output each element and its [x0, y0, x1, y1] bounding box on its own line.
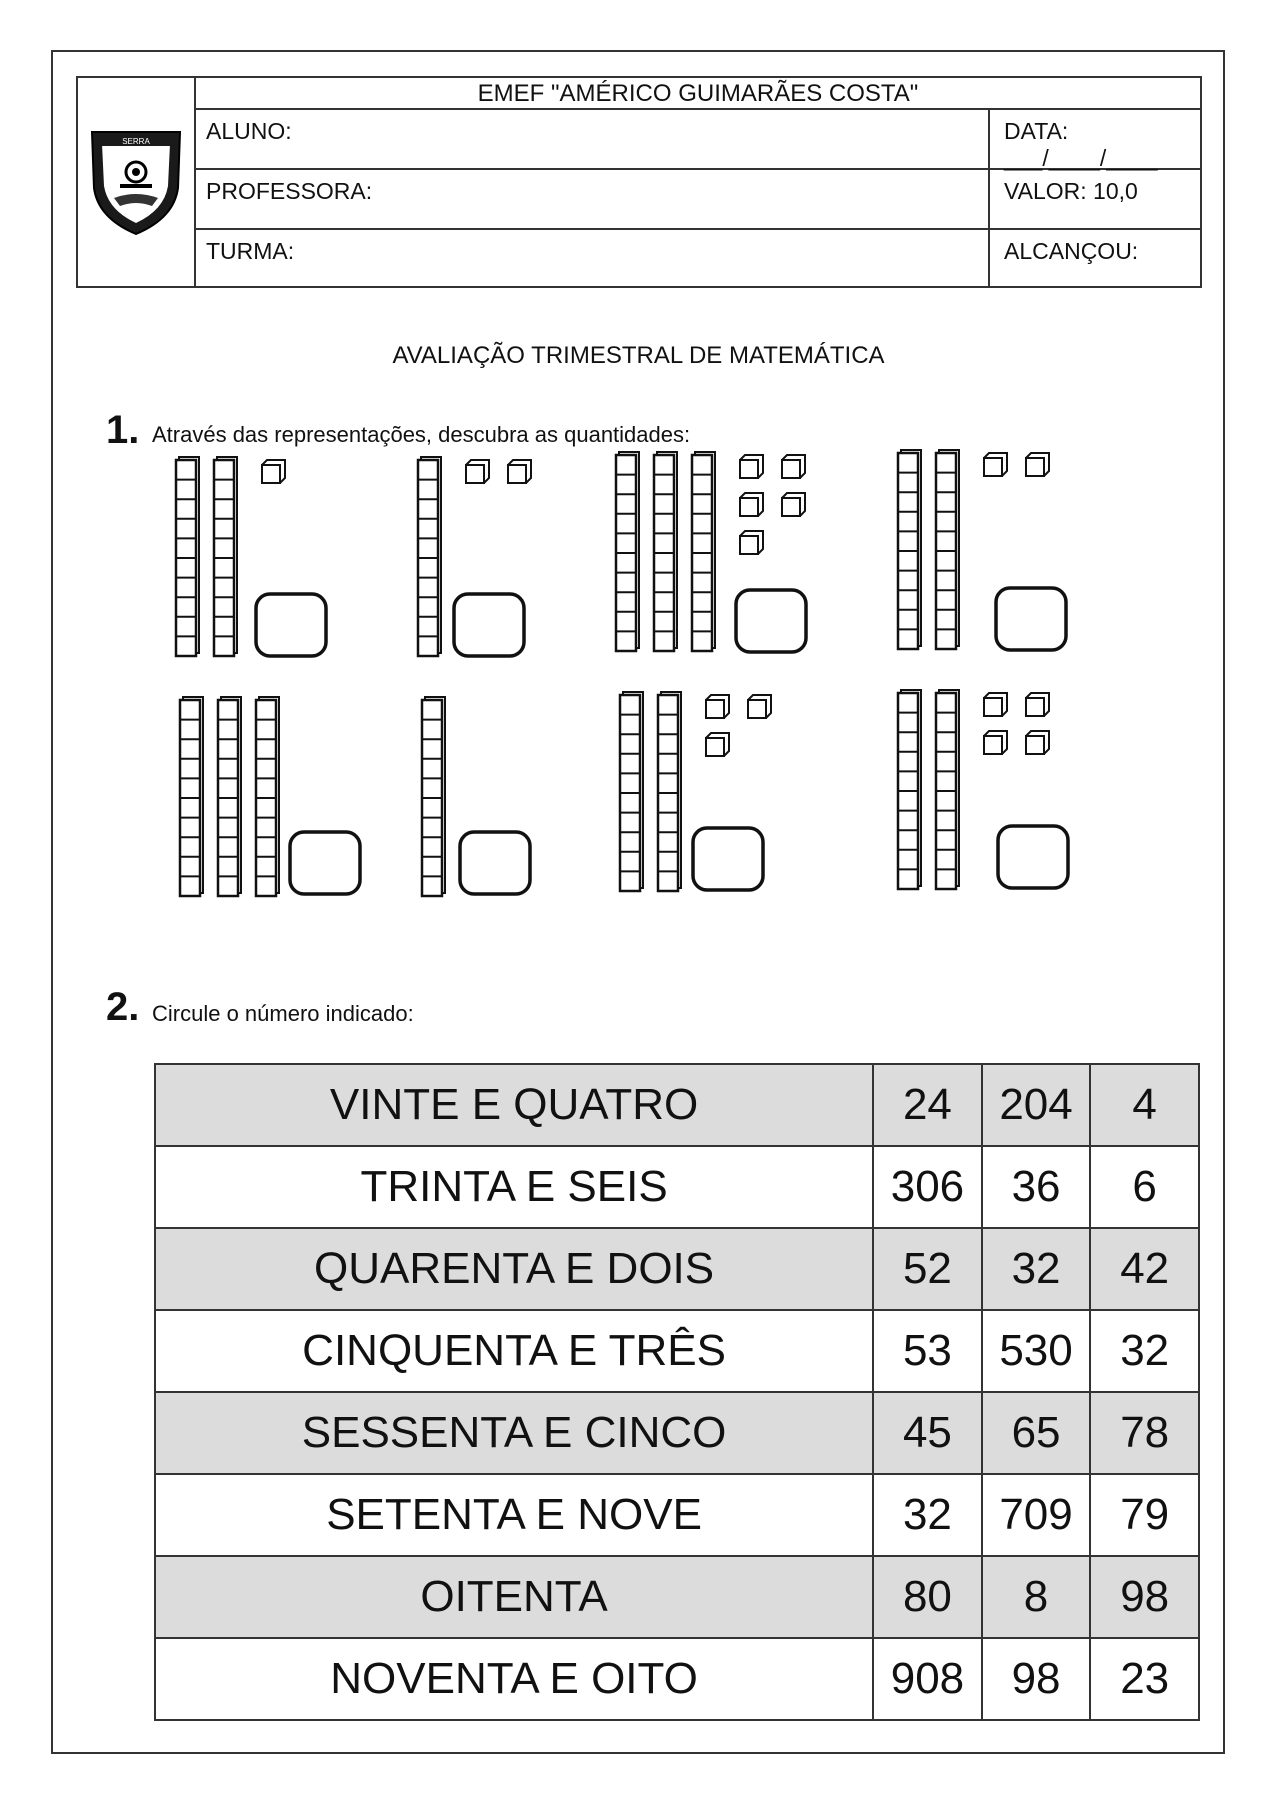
ten-rod [214, 457, 237, 656]
number-option[interactable]: 32 [982, 1228, 1091, 1310]
answer-box[interactable] [998, 826, 1068, 888]
ten-rod [418, 457, 441, 656]
number-option[interactable]: 45 [873, 1392, 982, 1474]
table-row [155, 1146, 1199, 1228]
number-word: CINQUENTA E TRÊS [155, 1310, 873, 1392]
unit-cube [706, 733, 729, 756]
table-row [155, 1392, 1199, 1474]
ten-rod [898, 450, 921, 649]
number-word: QUARENTA E DOIS [155, 1228, 873, 1310]
number-option[interactable]: 24 [873, 1064, 982, 1146]
unit-cube [1026, 731, 1049, 754]
number-option[interactable]: 52 [873, 1228, 982, 1310]
block-group [176, 457, 326, 656]
table-row [155, 1474, 1199, 1556]
ten-rod [898, 690, 921, 889]
answer-box[interactable] [460, 832, 530, 894]
answer-box[interactable] [693, 828, 763, 890]
ten-rod [176, 457, 199, 656]
alcancou-label: ALCANÇOU: [988, 230, 1200, 288]
number-option[interactable]: 42 [1090, 1228, 1199, 1310]
professora-label: PROFESSORA: [206, 178, 373, 204]
question-1-text: Através das representações, descubra as quantidades: [152, 422, 691, 447]
number-words-table [154, 1063, 1200, 1721]
number-option[interactable]: 204 [982, 1064, 1091, 1146]
ten-rod [256, 697, 279, 896]
answer-box[interactable] [290, 832, 360, 894]
number-option[interactable]: 53 [873, 1310, 982, 1392]
unit-cube [508, 460, 531, 483]
number-option[interactable]: 98 [982, 1638, 1091, 1720]
page-title: AVALIAÇÃO TRIMESTRAL DE MATEMÁTICA [392, 342, 885, 369]
ten-rod [658, 692, 681, 891]
table-row [155, 1310, 1199, 1392]
unit-cube [466, 460, 489, 483]
number-option[interactable]: 98 [1090, 1556, 1199, 1638]
school-name: EMEF "AMÉRICO GUIMARÃES COSTA" [196, 78, 1200, 110]
number-word: TRINTA E SEIS [155, 1146, 873, 1228]
valor-label: VALOR: 10,0 [988, 170, 1200, 228]
number-option[interactable]: 36 [982, 1146, 1091, 1228]
question-1-number: 1. [106, 408, 140, 452]
unit-cube [1026, 693, 1049, 716]
answer-box[interactable] [454, 594, 524, 656]
block-group [422, 697, 530, 896]
table-row [155, 1228, 1199, 1310]
ten-rod [616, 452, 639, 651]
ten-rod [422, 697, 445, 896]
unit-cube [1026, 453, 1049, 476]
table-row [155, 1064, 1199, 1146]
number-option[interactable]: 4 [1090, 1064, 1199, 1146]
ten-rod [936, 690, 959, 889]
unit-cube [740, 455, 763, 478]
ten-rod [692, 452, 715, 651]
question-2-text: Circule o número indicado: [152, 1001, 414, 1026]
unit-cube [740, 493, 763, 516]
number-word: SETENTA E NOVE [155, 1474, 873, 1556]
answer-box[interactable] [996, 588, 1066, 650]
turma-label: TURMA: [206, 238, 295, 264]
answer-box[interactable] [256, 594, 326, 656]
unit-cube [782, 455, 805, 478]
unit-cube [748, 695, 771, 718]
aluno-label: ALUNO: [206, 118, 292, 144]
number-option[interactable]: 530 [982, 1310, 1091, 1392]
unit-cube [984, 731, 1007, 754]
block-group [616, 452, 806, 652]
table-row [155, 1638, 1199, 1720]
number-option[interactable]: 32 [1090, 1310, 1199, 1392]
block-group [898, 450, 1066, 650]
number-option[interactable]: 80 [873, 1556, 982, 1638]
ten-rod [180, 697, 203, 896]
unit-cube [740, 531, 763, 554]
number-option[interactable]: 6 [1090, 1146, 1199, 1228]
unit-cube [262, 460, 285, 483]
number-word: NOVENTA E OITO [155, 1638, 873, 1720]
number-word: VINTE E QUATRO [155, 1064, 873, 1146]
unit-cube [984, 453, 1007, 476]
block-group [180, 697, 360, 896]
ten-rod [654, 452, 677, 651]
ten-rod [218, 697, 241, 896]
number-option[interactable]: 78 [1090, 1392, 1199, 1474]
block-group [418, 457, 531, 656]
unit-cube [782, 493, 805, 516]
unit-cube [984, 693, 1007, 716]
number-option[interactable]: 8 [982, 1556, 1091, 1638]
number-option[interactable]: 65 [982, 1392, 1091, 1474]
number-option[interactable]: 306 [873, 1146, 982, 1228]
data-label: DATA: ___/____/____ [988, 110, 1200, 168]
table-row [155, 1556, 1199, 1638]
block-group [620, 692, 771, 891]
ten-rod [936, 450, 959, 649]
unit-cube [706, 695, 729, 718]
number-option[interactable]: 32 [873, 1474, 982, 1556]
number-option[interactable]: 908 [873, 1638, 982, 1720]
number-option[interactable]: 23 [1090, 1638, 1199, 1720]
number-option[interactable]: 709 [982, 1474, 1091, 1556]
question-2-number: 2. [106, 985, 140, 1029]
answer-box[interactable] [736, 590, 806, 652]
logo-text: SERRA [122, 137, 150, 146]
number-word: OITENTA [155, 1556, 873, 1638]
number-option[interactable]: 79 [1090, 1474, 1199, 1556]
ten-rod [620, 692, 643, 891]
number-word: SESSENTA E CINCO [155, 1392, 873, 1474]
block-group [898, 690, 1068, 889]
